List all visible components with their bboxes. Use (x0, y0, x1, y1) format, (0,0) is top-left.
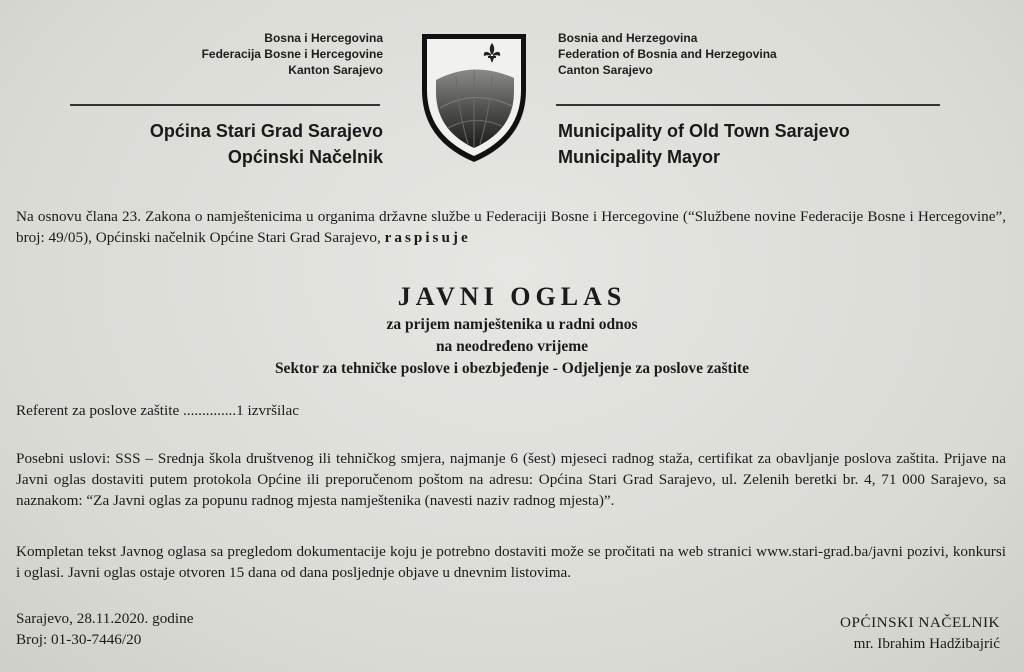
intro-text: Na osnovu člana 23. Zakona o namještenicima u organima državne službe u Federaciji Bosne i Hercegovine (“Službene novine Federacije Bosne i Hercegovine”, broj: 49/05), Općinski načelnik Općine Stari Grad Sarajevo, (16, 208, 1006, 246)
header-left-line-3: Kanton Sarajevo (288, 63, 383, 77)
intro-action: raspisuje (384, 229, 471, 246)
subtitle-line-2: na neodređeno vrijeme (435, 338, 589, 355)
municipality-name-english: Municipality of Old Town Sarajevo (558, 121, 850, 141)
signatory-title: OPĆINSKI NAČELNIK (840, 614, 1000, 631)
notice-title: JAVNI OGLAS (397, 282, 627, 311)
subtitle-line-1: za prijem namještenika u radni odnos (386, 316, 638, 333)
header-left-small (202, 30, 383, 78)
intro-paragraph (16, 206, 1006, 248)
header-right-line-1: Bosnia and Herzegovina (558, 31, 698, 45)
mayor-title-english: Municipality Mayor (558, 147, 721, 167)
mayor-title-local: Općinski Načelnik (227, 147, 383, 167)
full-text-paragraph: Kompletan tekst Javnog oglasa sa pregledom dokumentacije koju je potrebno dostaviti može se pročitati na web stranici www.stari-grad.ba/javni pozivi, konkursi i oglasi. Javni oglas ostaje otvoren 15 dana od dana posljednje objave u dnevnim listovima. (16, 543, 1006, 581)
signatory-name: mr. Ibrahim Hadžibajrić (853, 635, 1000, 652)
municipality-name-local: Općina Stari Grad Sarajevo (149, 121, 383, 141)
conditions-text: Posebni uslovi: SSS – Srednja škola društvenog ili tehničkog smjera, najmanje 6 (šest) mjeseci radnog staža, certifikat za obavljanje poslova zaštita. Prijave na Javni oglas dostaviti putem protokola Općine ili preporučenom poštom na adresu: Općina Stari Grad Sarajevo, ul. Zelenih beretki br. 4, 71 000 Sarajevo, sa naznakom: “Za Javni oglas za popunu radnog mjesta namještenika (navesti naziv radnog mjesta)”. (16, 450, 1006, 509)
header-left-line-1: Bosna i Hercegovina (264, 31, 383, 45)
header-right-line-3: Canton Sarajevo (558, 63, 653, 77)
header-right-line-2: Federation of Bosnia and Herzegovina (558, 47, 777, 61)
header-left-big (150, 118, 383, 170)
reference-number: Broj: 01-30-7446/20 (16, 631, 142, 648)
header-right-big (558, 118, 850, 170)
header-left-divider (70, 104, 380, 106)
place-date: Sarajevo, 28.11.2020. godine (16, 610, 194, 627)
municipality-crest-icon (418, 30, 530, 166)
position-line: Referent za poslove zaštite ..............1 izvršilac (16, 402, 299, 419)
conditions-paragraph (16, 448, 1006, 511)
header-left-line-2: Federacija Bosne i Hercegovine (201, 47, 383, 61)
subtitle-line-3: Sektor za tehničke poslove i obezbjeđenje - Odjeljenje za poslove zaštite (274, 360, 750, 377)
header-right-small (558, 30, 777, 78)
header-right-divider (556, 104, 940, 106)
place-and-number (16, 608, 193, 650)
signature-block (840, 612, 1000, 654)
